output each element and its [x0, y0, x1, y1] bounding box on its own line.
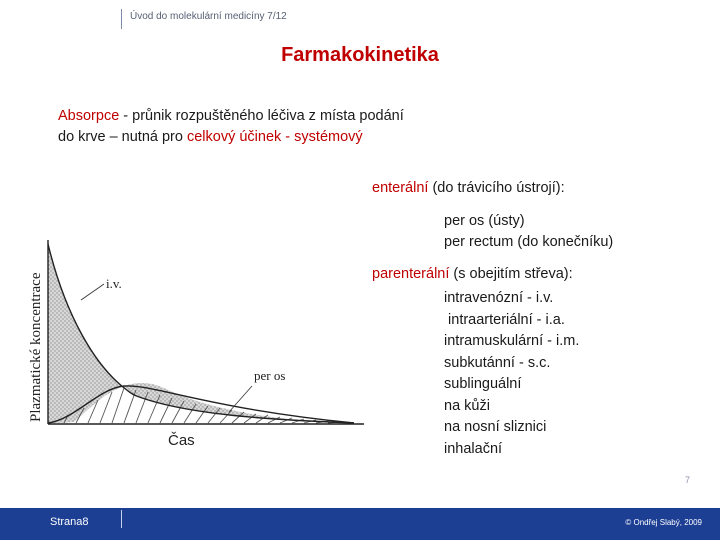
enteral-list: [444, 211, 613, 253]
iv-label-line: [81, 284, 104, 300]
footer-page-label: Strana8: [50, 516, 89, 528]
enteral-item: per os (ústy): [444, 213, 525, 229]
parenteral-item: na kůži: [444, 397, 490, 414]
series-label-iv: i.v.: [106, 276, 122, 291]
intro-text: - průnik rozpuštěného léčiva z místa podání do krve – nutná pro: [58, 108, 404, 145]
enteral-rest: (do trávicího ústrojí):: [428, 180, 565, 196]
absorpce-term: Absorpce: [58, 108, 120, 124]
enteral-heading: [372, 180, 565, 196]
parenteral-rest: (s obejitím střeva):: [449, 266, 573, 282]
header-divider: [121, 9, 122, 29]
parenteral-item: na nosní sliznici: [444, 419, 547, 435]
parenteral-item: subkutánní - s.c.: [444, 354, 551, 371]
footer-divider: [121, 510, 122, 528]
parenteral-item: intravenózní - i.v.: [444, 290, 554, 306]
series-label-peros: per os: [254, 368, 286, 383]
parenteral-item: sublinguální: [444, 376, 522, 392]
x-axis-label: Čas: [168, 432, 195, 449]
header-bar: [0, 0, 720, 30]
pharmacokinetic-chart: [24, 240, 370, 452]
page-number: 7: [684, 475, 690, 485]
iv-area: [48, 244, 354, 423]
header-text: Úvod do molekulární medicíny 7/12: [130, 11, 287, 22]
intro-paragraph: [58, 106, 418, 148]
parenteral-item: intraarteriální - i.a.: [444, 311, 565, 328]
slide-title: Farmakokinetika: [281, 44, 439, 66]
enteral-item: per rectum (do konečníku): [444, 234, 614, 250]
enteral-term: enterální: [372, 180, 429, 196]
parenteral-item: intramuskulární - i.m.: [444, 333, 580, 349]
footer-bar: [0, 508, 720, 540]
parenteral-item: inhalační: [444, 440, 503, 457]
parenteral-heading: [372, 266, 573, 282]
parenteral-term: parenterální: [372, 266, 450, 282]
intro-highlight: celkový účinek - systémový: [186, 129, 363, 145]
parenteral-list: [444, 288, 579, 460]
y-axis-label: Plazmatické koncentrace: [28, 272, 44, 422]
footer-copyright: © Ondřej Slabý, 2009: [625, 518, 702, 527]
